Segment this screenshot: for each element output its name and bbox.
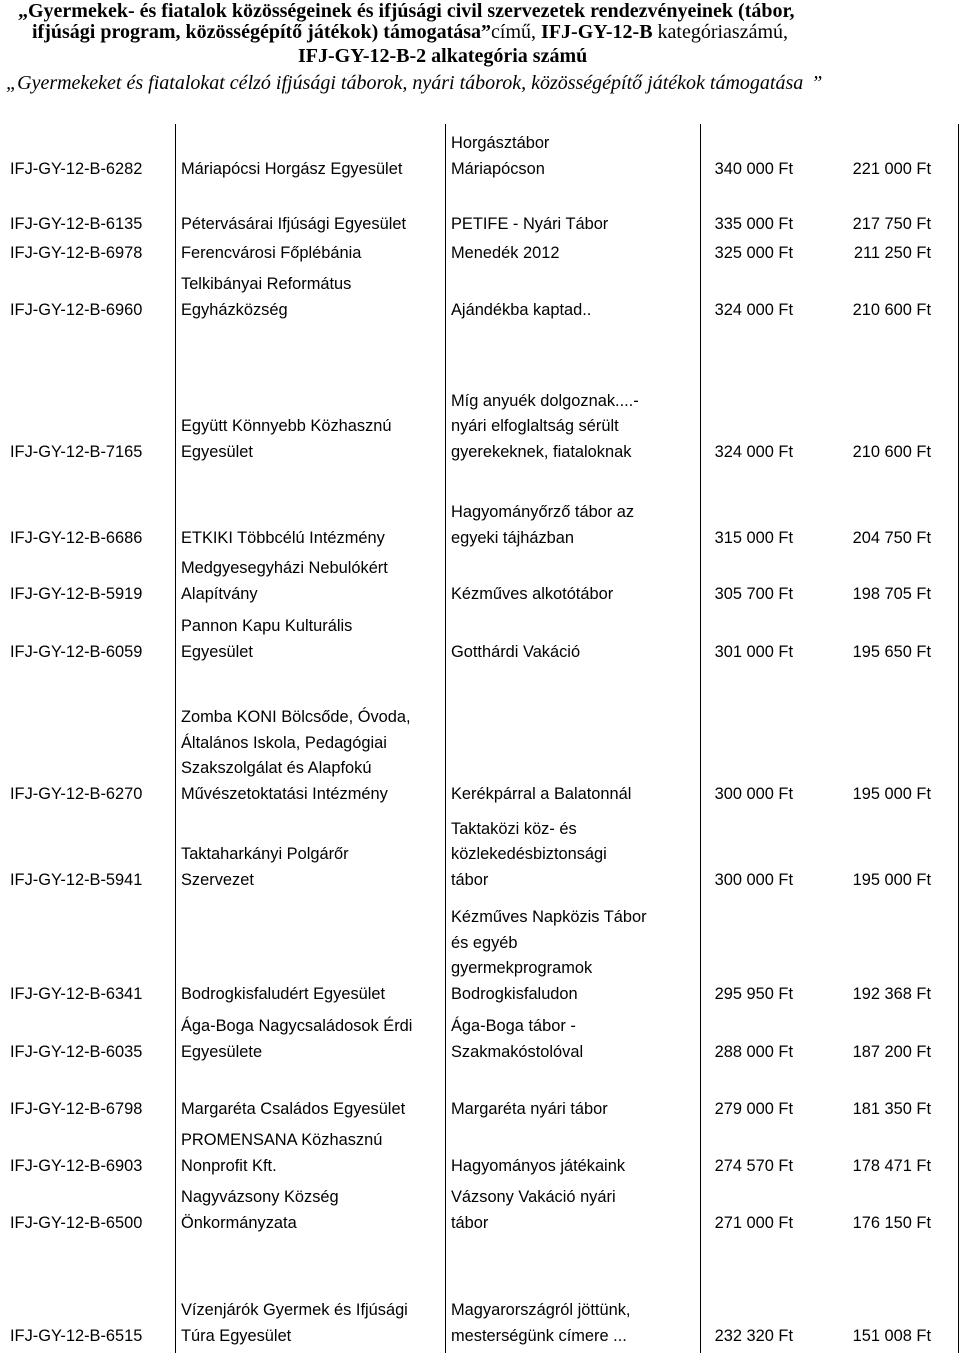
organization-name — [181, 1298, 443, 1349]
program-title-line: Margaréta nyári tábor — [451, 1099, 608, 1118]
table-row — [0, 500, 960, 551]
header-line-3: IFJ-GY-12-B-2 alkategória számú — [298, 45, 588, 67]
program-title-line: Kerékpárral a Balatonnál — [451, 784, 632, 803]
grant-id: IFJ-GY-12-B-5941 — [10, 870, 143, 889]
organization-name-line: ETKIKI Többcélú Intézmény — [181, 528, 385, 547]
program-title — [451, 1154, 699, 1180]
program-title-line: tábor — [451, 870, 489, 889]
program-title — [451, 1014, 699, 1065]
requested-amount: 324 000 Ft — [714, 300, 793, 319]
program-title — [451, 298, 699, 324]
organization-name-line: Bodrogkisfaludért Egyesület — [181, 984, 386, 1003]
program-title-line: PETIFE - Nyári Tábor — [451, 214, 609, 233]
program-title — [451, 817, 699, 894]
granted-amount: 204 750 Ft — [852, 528, 931, 547]
organization-name-line: Margaréta Családos Egyesület — [181, 1099, 406, 1118]
granted-amount: 198 705 Ft — [852, 584, 931, 603]
program-title-line: Kézműves alkotótábor — [451, 584, 614, 603]
organization-name — [181, 414, 443, 465]
header-line-4-quote: ” — [811, 72, 823, 94]
organization-name-line: Telkibányai Református — [181, 275, 352, 293]
table-row — [0, 389, 960, 466]
granted-amount: 151 008 Ft — [852, 1326, 931, 1345]
organization-name-line: Ága-Boga Nagycsaládosok Érdi — [181, 1017, 413, 1035]
header-line-2-end: kategóriaszámú, — [657, 21, 789, 43]
granted-amount: 210 600 Ft — [852, 300, 931, 319]
requested-amount: 340 000 Ft — [714, 159, 793, 178]
organization-name-line: Pannon Kapu Kulturális — [181, 617, 353, 635]
organization-name — [181, 157, 443, 183]
requested-amount: 274 570 Ft — [714, 1156, 793, 1175]
organization-name-line: Egyházközség — [181, 300, 288, 319]
organization-name-line: Szervezet — [181, 870, 254, 889]
table-row — [0, 556, 960, 607]
program-title-line: gyerekeknek, fiataloknak — [451, 442, 632, 461]
granted-amount: 210 600 Ft — [852, 442, 931, 461]
grant-id: IFJ-GY-12-B-6282 — [10, 159, 143, 178]
grant-id: IFJ-GY-12-B-6035 — [10, 1042, 143, 1061]
grant-id: IFJ-GY-12-B-6135 — [10, 214, 143, 233]
requested-amount: 325 000 Ft — [714, 243, 793, 262]
table-row — [0, 905, 960, 1007]
grant-id: IFJ-GY-12-B-6515 — [10, 1326, 143, 1345]
program-title — [451, 500, 699, 551]
grant-id: IFJ-GY-12-B-6500 — [10, 1213, 143, 1232]
header-line-2-bold: ifjúsági program, közösségépítő játékok) támogatása” — [32, 21, 492, 43]
organization-name-line: Együtt Könnyebb Közhasznú — [181, 417, 392, 435]
organization-name-line: Taktaharkányi Polgárőr — [181, 845, 349, 863]
program-title — [451, 782, 699, 808]
program-title-line: tábor — [451, 1213, 489, 1232]
program-title-line: közlekedésbiztonsági — [451, 845, 607, 863]
grant-id: IFJ-GY-12-B-7165 — [10, 442, 143, 461]
organization-name — [181, 1185, 443, 1236]
requested-amount: 315 000 Ft — [714, 528, 793, 547]
program-title-line: Gotthárdi Vakáció — [451, 642, 581, 661]
granted-amount: 187 200 Ft — [852, 1042, 931, 1061]
program-title — [451, 389, 699, 466]
table-row — [0, 1298, 960, 1349]
organization-name-line: Pétervásárai Ifjúsági Egyesület — [181, 214, 407, 233]
granted-amount: 192 368 Ft — [852, 984, 931, 1003]
organization-name-line: Egyesület — [181, 642, 253, 661]
granted-amount: 178 471 Ft — [852, 1156, 931, 1175]
grant-id: IFJ-GY-12-B-6341 — [10, 984, 143, 1003]
program-title-line: Máriapócson — [451, 159, 545, 178]
organization-name — [181, 556, 443, 607]
requested-amount: 295 950 Ft — [714, 984, 793, 1003]
table-row — [0, 272, 960, 323]
program-title-line: és egyéb — [451, 933, 518, 952]
table-row — [0, 1185, 960, 1236]
organization-name-line: Nonprofit Kft. — [181, 1156, 277, 1175]
table-row — [0, 1097, 960, 1123]
grant-id: IFJ-GY-12-B-6960 — [10, 300, 143, 319]
program-title-line: gyermekprogramok — [451, 959, 593, 977]
organization-name-line: Művészetoktatási Intézmény — [181, 784, 388, 803]
granted-amount: 195 000 Ft — [852, 784, 931, 803]
organization-name — [181, 842, 443, 893]
table-row — [0, 241, 960, 267]
organization-name — [181, 212, 443, 238]
organization-name-line: Alapítvány — [181, 584, 258, 603]
program-title — [451, 1097, 699, 1123]
requested-amount: 288 000 Ft — [714, 1042, 793, 1061]
granted-amount: 195 000 Ft — [852, 870, 931, 889]
grant-id: IFJ-GY-12-B-5919 — [10, 584, 143, 603]
table-row — [0, 131, 960, 182]
table-row — [0, 212, 960, 238]
organization-name — [181, 1014, 443, 1065]
grant-id: IFJ-GY-12-B-6059 — [10, 642, 143, 661]
grant-id: IFJ-GY-12-B-6270 — [10, 784, 143, 803]
program-title-line: Bodrogkisfaludon — [451, 984, 578, 1003]
organization-name-line: Egyesülete — [181, 1042, 263, 1061]
program-title — [451, 905, 699, 1007]
program-title-line: Hagyományőrző tábor az — [451, 503, 635, 521]
organization-name-line: Medgyesegyházi Nebulókért — [181, 559, 388, 577]
requested-amount: 300 000 Ft — [714, 784, 793, 803]
program-title-line: Taktaközi köz- és — [451, 819, 577, 838]
granted-amount: 195 650 Ft — [852, 642, 931, 661]
program-title-line: Hagyományos játékaink — [451, 1156, 626, 1175]
requested-amount: 324 000 Ft — [714, 442, 793, 461]
program-title-line: mesterségünk címere ... — [451, 1326, 627, 1345]
table-row — [0, 817, 960, 894]
organization-name-line: PROMENSANA Közhasznú — [181, 1131, 383, 1149]
program-title-line: Kézműves Napközis Tábor — [451, 908, 647, 926]
organization-name-line: Túra Egyesület — [181, 1326, 292, 1345]
program-title — [451, 241, 699, 267]
program-title-line: Ajándékba kaptad.. — [451, 300, 592, 319]
organization-name-line: Általános Iskola, Pedagógiai — [181, 733, 387, 752]
program-title-line: Menedék 2012 — [451, 243, 560, 262]
organization-name — [181, 526, 443, 552]
organization-name-line: Vízenjárók Gyermek és Ifjúsági — [181, 1301, 408, 1319]
header-line-4-text: „Gyermekeket és fiatalokat célzó ifjúsági táborok, nyári táborok, közösségépítő játékok támogatása — [6, 72, 804, 94]
program-title-line: Vázsony Vakáció nyári — [451, 1188, 616, 1206]
organization-name — [181, 1097, 443, 1123]
header-line-2-normal: című, — [491, 21, 537, 43]
granted-amount: 176 150 Ft — [852, 1213, 931, 1232]
requested-amount: 300 000 Ft — [714, 870, 793, 889]
program-title-line: Magyarországról jöttünk, — [451, 1301, 631, 1319]
program-title — [451, 640, 699, 666]
grant-id: IFJ-GY-12-B-6798 — [10, 1099, 143, 1118]
organization-name-line: Ferencvárosi Főplébánia — [181, 243, 362, 262]
requested-amount: 279 000 Ft — [714, 1099, 793, 1118]
organization-name-line: Máriapócsi Horgász Egyesület — [181, 159, 403, 178]
program-title — [451, 212, 699, 238]
organization-name — [181, 982, 443, 1008]
header-line-1: „Gyermekek- és fiatalok közösségeinek és ifjúsági civil szervezetek rendezvényeinek (tábor, — [18, 0, 795, 22]
organization-name-line: Szakszolgálat és Alapfokú — [181, 759, 372, 777]
organization-name-line: Önkormányzata — [181, 1213, 297, 1232]
requested-amount: 305 700 Ft — [714, 584, 793, 603]
organization-name-line: Zomba KONI Bölcsőde, Óvoda, — [181, 708, 411, 726]
granted-amount: 181 350 Ft — [852, 1099, 931, 1118]
organization-name — [181, 241, 443, 267]
organization-name — [181, 705, 443, 807]
granted-amount: 211 250 Ft — [853, 243, 931, 262]
organization-name — [181, 614, 443, 665]
program-title — [451, 1298, 699, 1349]
program-title-line: Szakmakóstolóval — [451, 1042, 584, 1061]
header-line-2-code: IFJ-GY-12-B — [541, 21, 653, 43]
organization-name-line: Egyesület — [181, 442, 253, 461]
organization-name — [181, 1128, 443, 1179]
requested-amount: 271 000 Ft — [714, 1213, 793, 1232]
granted-amount: 217 750 Ft — [852, 214, 931, 233]
program-title — [451, 582, 699, 608]
granted-amount: 221 000 Ft — [852, 159, 931, 178]
program-title — [451, 131, 699, 182]
program-title-line: egyeki tájházban — [451, 528, 575, 547]
program-title-line: Ága-Boga tábor - — [451, 1017, 576, 1035]
organization-name — [181, 272, 443, 323]
grant-id: IFJ-GY-12-B-6978 — [10, 243, 143, 262]
requested-amount: 232 320 Ft — [714, 1326, 793, 1345]
program-title-line: Horgásztábor — [451, 134, 550, 152]
table-row — [0, 1128, 960, 1179]
program-title-line: nyári elfoglaltság sérült — [451, 417, 619, 435]
program-title-line: Míg anyuék dolgoznak....- — [451, 391, 639, 410]
requested-amount: 335 000 Ft — [714, 214, 793, 233]
table-row — [0, 614, 960, 665]
grant-id: IFJ-GY-12-B-6686 — [10, 528, 143, 547]
program-title — [451, 1185, 699, 1236]
table-row — [0, 705, 960, 807]
table-row — [0, 1014, 960, 1065]
requested-amount: 301 000 Ft — [714, 642, 793, 661]
grant-id: IFJ-GY-12-B-6903 — [10, 1156, 143, 1175]
organization-name-line: Nagyvázsony Község — [181, 1188, 339, 1206]
